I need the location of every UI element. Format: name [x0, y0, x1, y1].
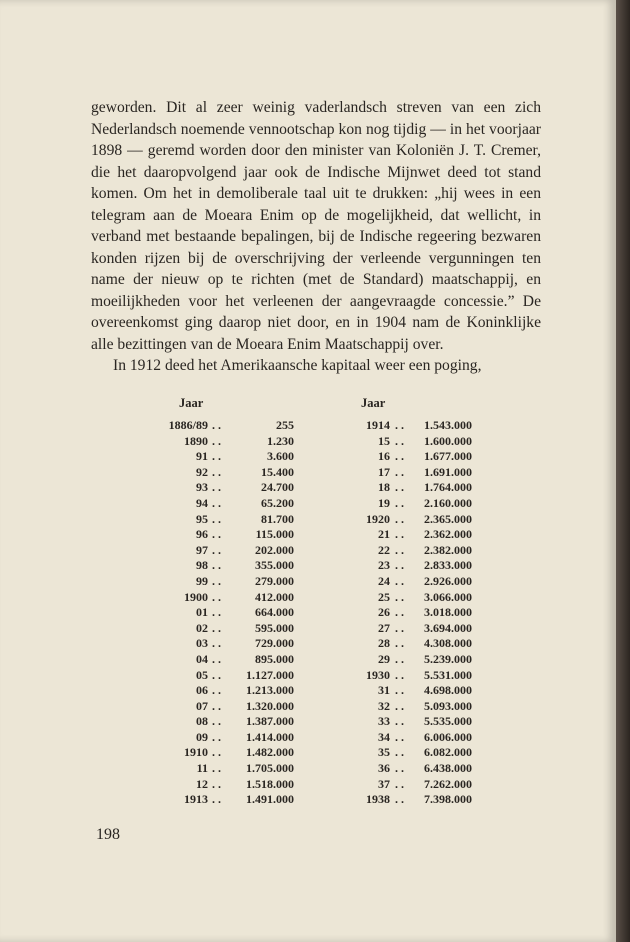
- year-cell: 07: [196, 698, 208, 713]
- year-cell: 21: [378, 527, 390, 542]
- year-cell: 1886/89: [168, 418, 208, 432]
- leader-dots: . .: [212, 558, 221, 573]
- value-cell: 895.000: [255, 651, 294, 666]
- value-cell: 1.414.000: [246, 729, 294, 744]
- value-cell: 1.482.000: [246, 745, 294, 760]
- leader-dots: . .: [395, 698, 404, 713]
- table-row: [340, 652, 475, 668]
- table-row: [150, 480, 295, 496]
- year-cell: 18: [378, 480, 390, 495]
- value-cell: 1.600.000: [424, 433, 472, 448]
- year-cell: 11: [196, 761, 208, 776]
- leader-dots: . .: [212, 527, 221, 542]
- table-row: [150, 777, 295, 793]
- leader-dots: . .: [212, 542, 221, 557]
- value-cell: 2.362.000: [424, 527, 472, 542]
- leader-dots: . .: [395, 667, 404, 682]
- table-row: [340, 761, 475, 777]
- leader-dots: . .: [212, 480, 221, 495]
- leader-dots: . .: [212, 698, 221, 713]
- leader-dots: . .: [212, 495, 221, 510]
- year-cell: 17: [378, 464, 390, 479]
- year-cell: 1938: [366, 792, 390, 807]
- value-cell: 1.518.000: [246, 776, 294, 791]
- leader-dots: . .: [212, 605, 221, 620]
- table-row: [150, 683, 295, 699]
- year-cell: 16: [378, 449, 390, 464]
- year-cell: 97: [196, 542, 208, 557]
- year-cell: 03: [196, 636, 208, 651]
- table-row: [340, 714, 475, 730]
- value-cell: 5.531.000: [424, 667, 472, 682]
- value-cell: 24.700: [261, 480, 294, 495]
- value-cell: 1.387.000: [246, 714, 294, 729]
- year-cell: 92: [196, 464, 208, 479]
- value-cell: 4.698.000: [424, 683, 472, 698]
- value-cell: 595.000: [255, 620, 294, 635]
- table-row: [340, 605, 475, 621]
- leader-dots: . .: [212, 776, 221, 791]
- value-cell: 1.691.000: [424, 464, 472, 479]
- leader-dots: . .: [212, 433, 221, 448]
- table-row: [340, 434, 475, 450]
- table-row: [340, 512, 475, 528]
- year-cell: 08: [196, 714, 208, 729]
- value-cell: 3.066.000: [424, 589, 472, 604]
- year-cell: 1920: [366, 511, 390, 526]
- table-row: [340, 496, 475, 512]
- table-row: [340, 745, 475, 761]
- year-cell: 99: [196, 573, 208, 588]
- leader-dots: . .: [395, 589, 404, 604]
- year-cell: 15: [378, 433, 390, 448]
- value-cell: 7.262.000: [424, 776, 472, 791]
- value-cell: 1.491.000: [246, 792, 294, 807]
- leader-dots: . .: [212, 449, 221, 464]
- table-row: [340, 543, 475, 559]
- year-cell: 33: [378, 714, 390, 729]
- table-row: [150, 730, 295, 746]
- table-row: [340, 668, 475, 684]
- table-row: [340, 792, 475, 808]
- value-cell: 664.000: [255, 605, 294, 620]
- value-cell: 5.093.000: [424, 698, 472, 713]
- year-cell: 26: [378, 605, 390, 620]
- production-table-right: [340, 396, 475, 808]
- value-cell: 1.705.000: [246, 761, 294, 776]
- leader-dots: . .: [395, 714, 404, 729]
- value-cell: 3.018.000: [424, 605, 472, 620]
- table-row: [340, 574, 475, 590]
- value-cell: 3.600: [267, 449, 294, 464]
- year-cell: 05: [196, 667, 208, 682]
- leader-dots: . .: [395, 558, 404, 573]
- value-cell: 2.833.000: [424, 558, 472, 573]
- year-cell: 28: [378, 636, 390, 651]
- leader-dots: . .: [395, 605, 404, 620]
- leader-dots: . .: [212, 714, 221, 729]
- year-cell: 91: [196, 449, 208, 464]
- table-row: [340, 590, 475, 606]
- value-cell: 1.677.000: [424, 449, 472, 464]
- year-cell: 23: [378, 558, 390, 573]
- year-cell: 1913: [184, 792, 208, 807]
- value-cell: 115.000: [255, 527, 294, 542]
- table-row: [340, 465, 475, 481]
- value-cell: 15.400: [261, 464, 294, 479]
- year-cell: 35: [378, 745, 390, 760]
- table-row: [150, 558, 295, 574]
- table-row: [150, 449, 295, 465]
- leader-dots: . .: [212, 683, 221, 698]
- table-row: [150, 574, 295, 590]
- table-row: [340, 449, 475, 465]
- value-cell: 3.694.000: [424, 620, 472, 635]
- table-row: [150, 418, 295, 434]
- leader-dots: . .: [395, 729, 404, 744]
- year-cell: 1914: [366, 418, 390, 432]
- paragraph-1: geworden. Dit al zeer weinig vaderlandsch streven van een zich Nederlandsch noemende vennootschap kon nog tijdig — in het voorjaar 1898 — geremd worden door den minister van Koloniën J. T. Cremer, die het daaropvolgend jaar ook de Indische Mijnwet deed tot stand komen. Om het in demoliberale taal uit te drukken: „hij wees in een telegram aan de Moeara Enim op de mogelijkheid, dat wellicht, in verband met bestaande bepalingen, bij de Indische regeering bezwaren konden rijzen bij de overschrijving der verleende vergunningen ten name der nieuw op te richten (met de Standard) maatschappij, en moeilijkheden voor het verleenen der aangevraagde concessie.” De overeenkomst ging daarop niet door, en in 1904 nam de Koninklijke alle bezittingen van de Moeara Enim Maatschappij over.: [91, 99, 541, 353]
- value-cell: 1.764.000: [424, 480, 472, 495]
- leader-dots: . .: [395, 495, 404, 510]
- value-cell: 412.000: [255, 589, 294, 604]
- table-row: [150, 652, 295, 668]
- leader-dots: . .: [395, 527, 404, 542]
- leader-dots: . .: [395, 745, 404, 760]
- leader-dots: . .: [212, 729, 221, 744]
- value-cell: 5.239.000: [424, 651, 472, 666]
- value-cell: 1.213.000: [246, 683, 294, 698]
- book-spine: [616, 0, 630, 942]
- leader-dots: . .: [212, 464, 221, 479]
- paragraph-2: In 1912 deed het Amerikaansche kapitaal weer een poging,: [113, 357, 482, 374]
- leader-dots: . .: [212, 636, 221, 651]
- table-row: [340, 621, 475, 637]
- leader-dots: . .: [395, 480, 404, 495]
- table-row: [150, 621, 295, 637]
- table-header-right: Jaar: [361, 396, 386, 410]
- year-cell: 01: [196, 605, 208, 620]
- leader-dots: . .: [395, 776, 404, 791]
- leader-dots: . .: [395, 651, 404, 666]
- leader-dots: . .: [212, 573, 221, 588]
- value-cell: 2.365.000: [424, 511, 472, 526]
- year-cell: 24: [378, 573, 390, 588]
- table-row: [340, 777, 475, 793]
- table-row: [150, 714, 295, 730]
- leader-dots: . .: [212, 651, 221, 666]
- leader-dots: . .: [212, 511, 221, 526]
- leader-dots: . .: [212, 620, 221, 635]
- year-cell: 32: [378, 698, 390, 713]
- page-number: 198: [96, 826, 120, 843]
- year-cell: 31: [378, 683, 390, 698]
- table-row: [340, 480, 475, 496]
- year-cell: 1930: [366, 667, 390, 682]
- table-row: [150, 465, 295, 481]
- value-cell: 4.308.000: [424, 636, 472, 651]
- year-cell: 94: [196, 495, 208, 510]
- year-cell: 04: [196, 651, 208, 666]
- value-cell: 2.926.000: [424, 573, 472, 588]
- table-row: [150, 792, 295, 808]
- leader-dots: . .: [395, 636, 404, 651]
- table-row: [340, 730, 475, 746]
- table-row: [150, 668, 295, 684]
- table-row: [150, 543, 295, 559]
- year-cell: 95: [196, 511, 208, 526]
- year-cell: 1900: [184, 589, 208, 604]
- year-cell: 22: [378, 542, 390, 557]
- value-cell: 355.000: [255, 558, 294, 573]
- table-row: [340, 683, 475, 699]
- table-row: [150, 636, 295, 652]
- value-cell: 81.700: [261, 511, 294, 526]
- leader-dots: . .: [395, 792, 404, 807]
- value-cell: 6.438.000: [424, 761, 472, 776]
- leader-dots: . .: [395, 683, 404, 698]
- year-cell: 06: [196, 683, 208, 698]
- leader-dots: . .: [395, 433, 404, 448]
- leader-dots: . .: [212, 761, 221, 776]
- leader-dots: . .: [395, 464, 404, 479]
- leader-dots: . .: [212, 745, 221, 760]
- table-row: [340, 699, 475, 715]
- leader-dots: . .: [212, 589, 221, 604]
- value-cell: 279.000: [255, 573, 294, 588]
- leader-dots: . .: [395, 418, 404, 432]
- year-cell: 93: [196, 480, 208, 495]
- year-cell: 29: [378, 651, 390, 666]
- value-cell: 1.543.000: [424, 418, 472, 432]
- value-cell: 1.320.000: [246, 698, 294, 713]
- leader-dots: . .: [395, 449, 404, 464]
- table-row: [340, 418, 475, 434]
- table-row: [150, 512, 295, 528]
- table-row: [340, 558, 475, 574]
- table-row: [150, 605, 295, 621]
- table-header-left: Jaar: [179, 396, 204, 410]
- year-cell: 27: [378, 620, 390, 635]
- table-row: [150, 699, 295, 715]
- table-row: [150, 434, 295, 450]
- year-cell: 98: [196, 558, 208, 573]
- value-cell: 6.006.000: [424, 729, 472, 744]
- value-cell: 1.230: [267, 433, 294, 448]
- value-cell: 5.535.000: [424, 714, 472, 729]
- year-cell: 02: [196, 620, 208, 635]
- year-cell: 36: [378, 761, 390, 776]
- value-cell: 255: [276, 418, 294, 432]
- year-cell: 19: [378, 495, 390, 510]
- year-cell: 12: [196, 776, 208, 791]
- leader-dots: . .: [395, 620, 404, 635]
- value-cell: 65.200: [261, 495, 294, 510]
- leader-dots: . .: [212, 792, 221, 807]
- value-cell: 729.000: [255, 636, 294, 651]
- table-row: [150, 527, 295, 543]
- year-cell: 34: [378, 729, 390, 744]
- value-cell: 6.082.000: [424, 745, 472, 760]
- leader-dots: . .: [212, 418, 221, 432]
- value-cell: 1.127.000: [246, 667, 294, 682]
- table-row: [150, 745, 295, 761]
- table-row: [340, 527, 475, 543]
- year-cell: 25: [378, 589, 390, 604]
- table-row: [340, 636, 475, 652]
- leader-dots: . .: [212, 667, 221, 682]
- body-text: [91, 97, 541, 377]
- table-row: [150, 761, 295, 777]
- year-cell: 37: [378, 776, 390, 791]
- leader-dots: . .: [395, 511, 404, 526]
- value-cell: 2.382.000: [424, 542, 472, 557]
- leader-dots: . .: [395, 542, 404, 557]
- year-cell: 96: [196, 527, 208, 542]
- leader-dots: . .: [395, 761, 404, 776]
- leader-dots: . .: [395, 573, 404, 588]
- value-cell: 7.398.000: [424, 792, 472, 807]
- table-row: [150, 590, 295, 606]
- table-row: [150, 496, 295, 512]
- value-cell: 2.160.000: [424, 495, 472, 510]
- year-cell: 09: [196, 729, 208, 744]
- year-cell: 1890: [184, 433, 208, 448]
- value-cell: 202.000: [255, 542, 294, 557]
- production-table-left: [150, 396, 295, 808]
- year-cell: 1910: [184, 745, 208, 760]
